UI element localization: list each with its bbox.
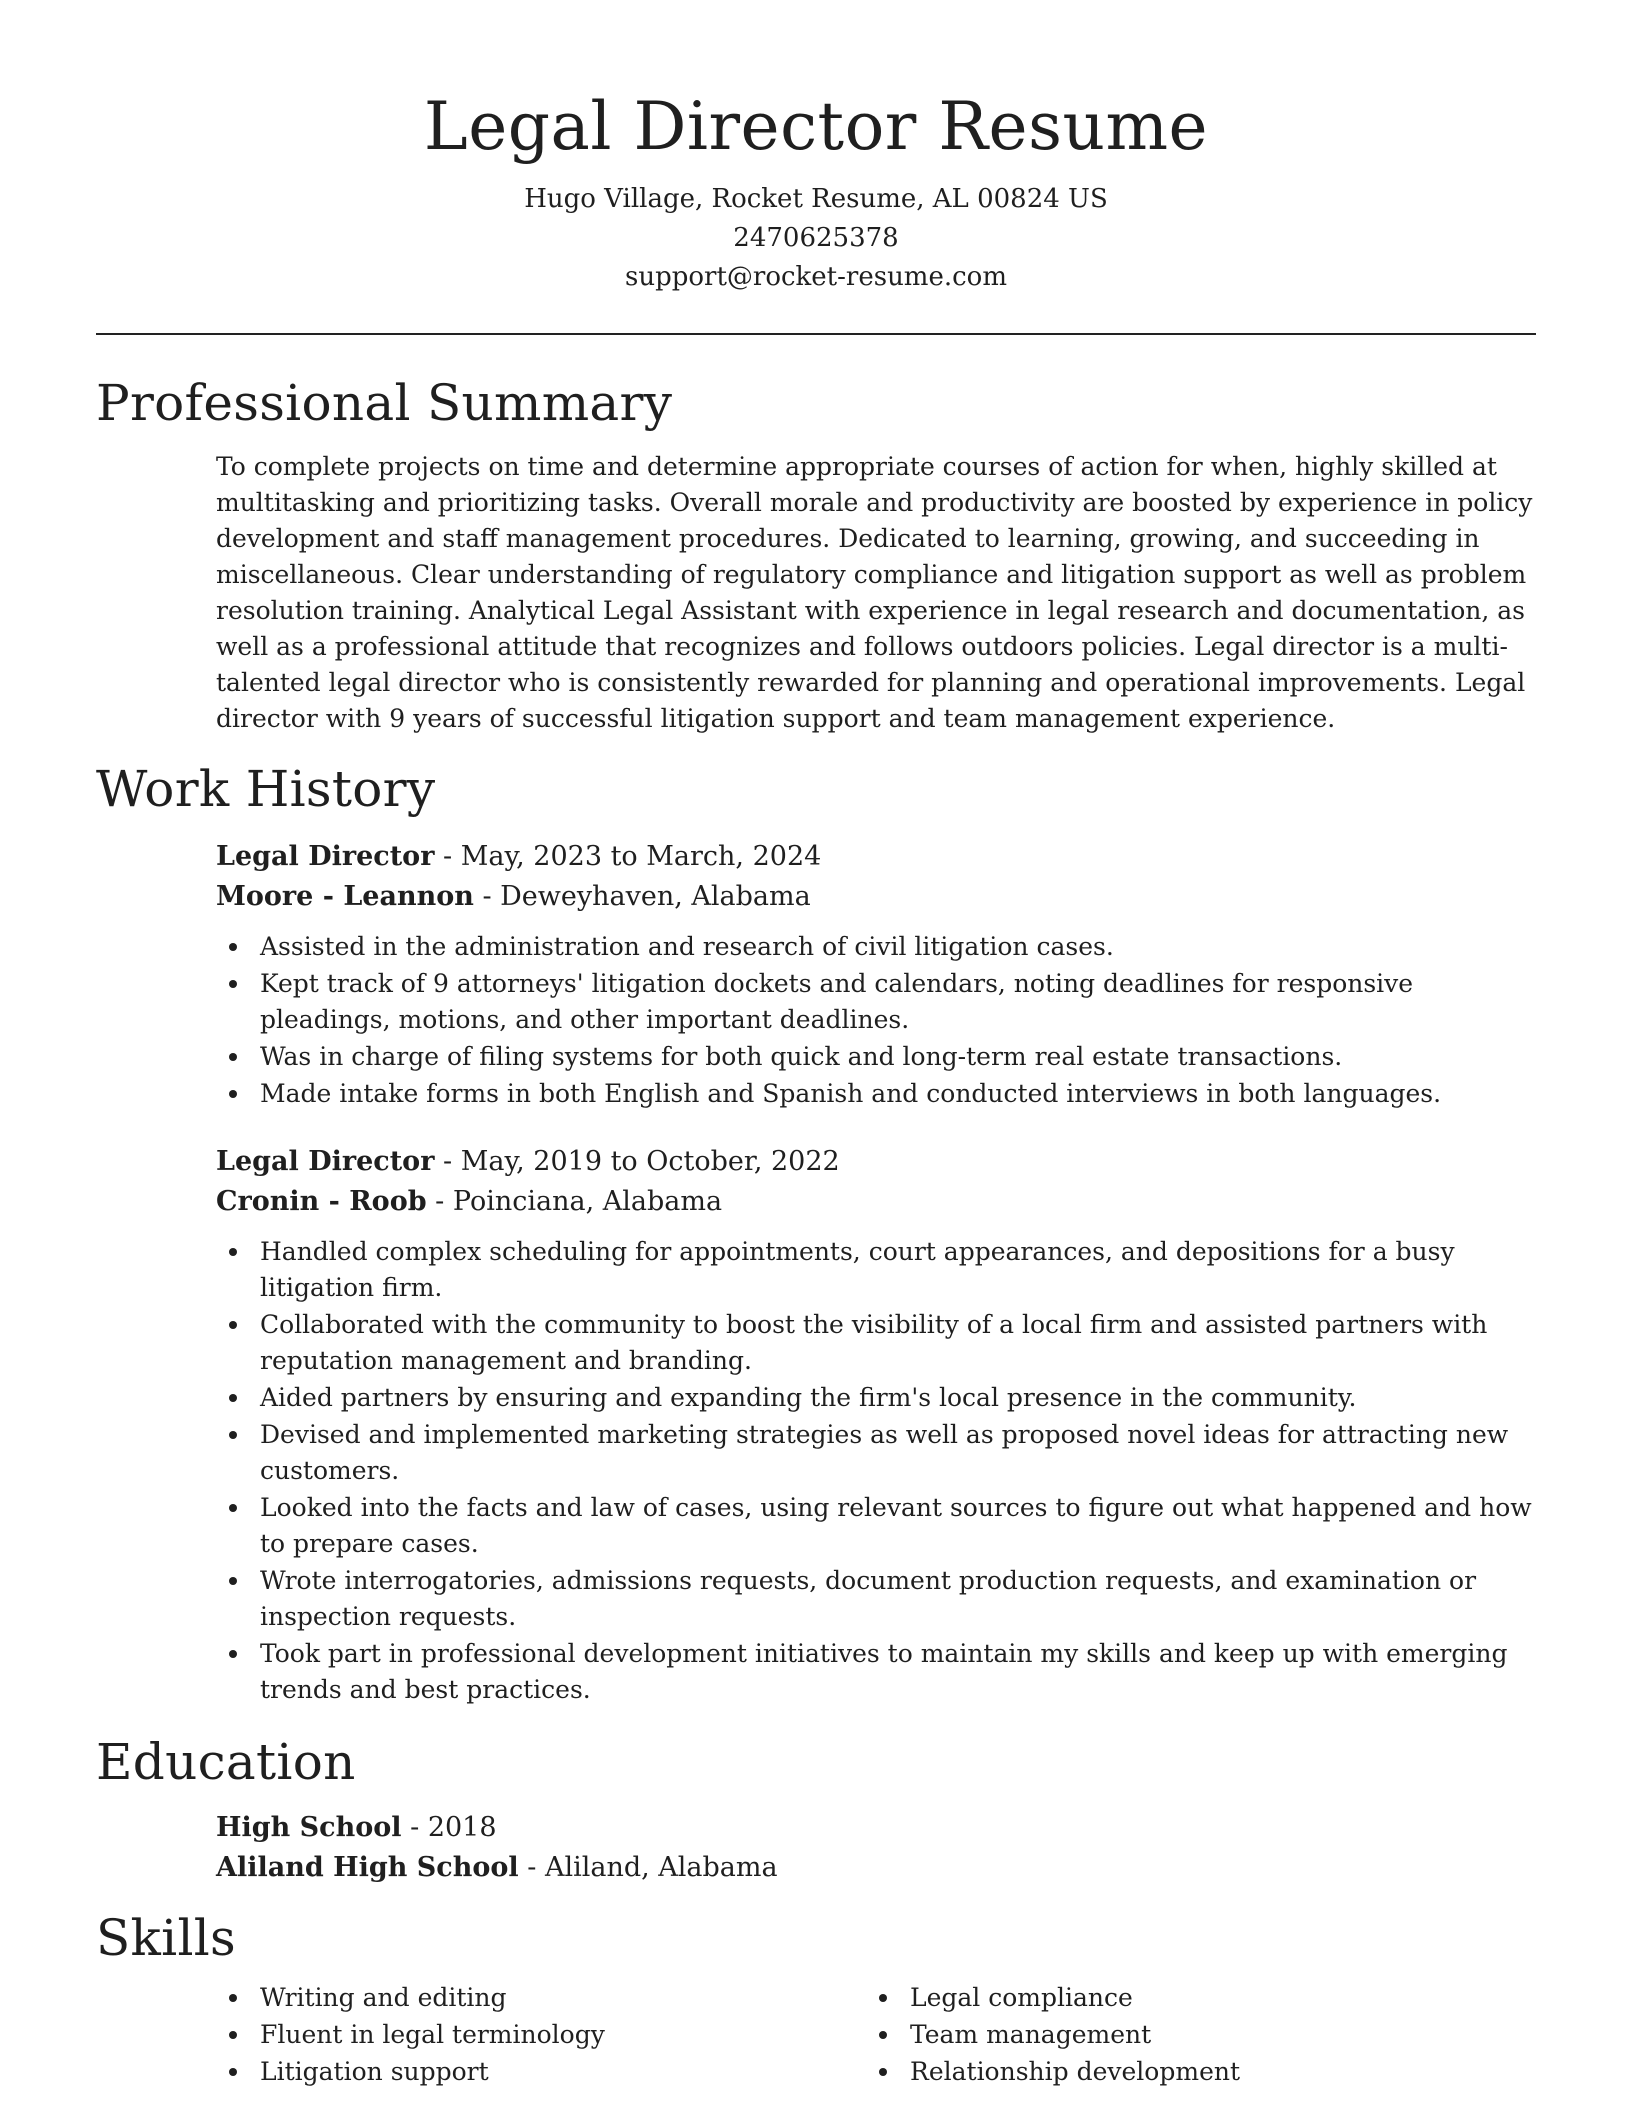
- skill-text: Team management: [910, 2020, 1152, 2049]
- bullet-text: Handled complex scheduling for appointments, court appearances, and depositions for a busy litigation firm.: [260, 1237, 1455, 1302]
- contact-block: [96, 180, 1536, 297]
- job-company: Cronin - Roob: [216, 1186, 427, 1217]
- bullet-text: Was in charge of filing systems for both quick and long-term real estate transactions.: [260, 1042, 1343, 1071]
- bullet-icon: [229, 1504, 237, 1512]
- list-item: [216, 2017, 866, 2053]
- job-dates: - May, 2023 to March, 2024: [434, 841, 822, 872]
- bullet-icon: [879, 2068, 887, 2076]
- bullet-text: Took part in professional development initiatives to maintain my skills and keep up with emerging trends and best practices.: [260, 1639, 1508, 1704]
- education-degree: High School: [216, 1812, 402, 1843]
- bullet-text: Kept track of 9 attorneys' litigation dockets and calendars, noting deadlines for responsive pleadings, motions, and other important deadlines.: [260, 969, 1414, 1034]
- job-dates: - May, 2019 to October, 2022: [434, 1146, 840, 1177]
- skills-list-left: [216, 1980, 866, 2091]
- list-item: [866, 2054, 1516, 2090]
- education-section: [96, 1730, 1536, 1888]
- bullet-icon: [229, 980, 237, 988]
- bullet-icon: [879, 1994, 887, 2002]
- job-location: - Deweyhaven, Alabama: [473, 881, 811, 912]
- list-item: [216, 1076, 1536, 1112]
- work-history-section: [96, 757, 1536, 1708]
- bullet-icon: [229, 1090, 237, 1098]
- skills-grid: [216, 1980, 1536, 2091]
- resume-header: [96, 0, 1536, 297]
- header-divider: [96, 333, 1536, 335]
- list-item: [216, 1636, 1536, 1708]
- job-title-line: [216, 837, 1536, 877]
- contact-email: support@rocket-resume.com: [624, 262, 1007, 292]
- bullet-icon: [229, 2031, 237, 2039]
- list-item: [866, 2017, 1516, 2053]
- skill-text: Litigation support: [260, 2057, 489, 2086]
- job-bullet-list: [216, 929, 1536, 1112]
- list-item: [216, 1039, 1536, 1075]
- education-year: - 2018: [401, 1812, 497, 1843]
- bullet-icon: [229, 1994, 237, 2002]
- skill-text: Fluent in legal terminology: [260, 2020, 605, 2049]
- list-item: [216, 966, 1536, 1038]
- bullet-text: Made intake forms in both English and Spanish and conducted interviews in both languages.: [260, 1079, 1442, 1108]
- bullet-icon: [229, 1394, 237, 1402]
- skills-section: [96, 1906, 1536, 2091]
- education-entry: [216, 1808, 1536, 1888]
- bullet-icon: [229, 1431, 237, 1439]
- contact-address: Hugo Village, Rocket Resume, AL 00824 US: [524, 184, 1108, 214]
- job-location: - Poinciana, Alabama: [426, 1186, 723, 1217]
- skill-text: Writing and editing: [260, 1983, 507, 2012]
- list-item: [216, 1980, 866, 2016]
- job-company: Moore - Leannon: [216, 881, 474, 912]
- resume-page: [96, 0, 1536, 2091]
- education-school: Aliland High School: [216, 1852, 519, 1883]
- job-company-line: [216, 1182, 1536, 1222]
- job-title-line: [216, 1142, 1536, 1182]
- list-item: [216, 1380, 1536, 1416]
- list-item: [216, 1307, 1536, 1379]
- education-heading: Education: [96, 1733, 356, 1791]
- resume-title: Legal Director Resume: [423, 88, 1209, 165]
- summary-text: To complete projects on time and determine appropriate courses of action for when, highly skilled at multitasking and prioritizing tasks. Overall morale and productivity are boosted by experience in policy development and staff management procedures. Dedicated to learning, growing, and succeeding in miscellaneous. Clear understanding of regulatory compliance and litigation support as well as problem resolution training. Analytical Legal Assistant with experience in legal research and documentation, as well as a professional attitude that recognizes and follows outdoors policies. Legal director is a multi-talented legal director who is consistently rewarded for planning and operational improvements. Legal director with 9 years of successful litigation support and team management experience.: [216, 452, 1533, 733]
- skill-text: Relationship development: [910, 2057, 1241, 2086]
- summary-section: [96, 371, 1536, 737]
- job-entry: [216, 1142, 1536, 1708]
- education-location: - Aliland, Alabama: [518, 1852, 778, 1883]
- bullet-text: Looked into the facts and law of cases, using relevant sources to figure out what happened and how to prepare cases.: [260, 1493, 1532, 1558]
- list-item: [216, 1417, 1536, 1489]
- skills-list-right: [866, 1980, 1516, 2091]
- skill-text: Legal compliance: [910, 1983, 1133, 2012]
- list-item: [216, 929, 1536, 965]
- bullet-icon: [229, 1650, 237, 1658]
- job-entry: [216, 837, 1536, 1112]
- job-company-line: [216, 877, 1536, 917]
- job-role: Legal Director: [216, 841, 435, 872]
- job-bullet-list: [216, 1234, 1536, 1708]
- bullet-icon: [229, 1053, 237, 1061]
- bullet-text: Aided partners by ensuring and expanding the firm's local presence in the community.: [260, 1383, 1357, 1412]
- job-role: Legal Director: [216, 1146, 435, 1177]
- bullet-icon: [879, 2031, 887, 2039]
- list-item: [866, 1980, 1516, 2016]
- bullet-icon: [229, 1321, 237, 1329]
- work-history-heading: Work History: [96, 760, 436, 818]
- education-degree-line: [216, 1808, 1536, 1848]
- list-item: [216, 1563, 1536, 1635]
- list-item: [216, 1490, 1536, 1562]
- education-school-line: [216, 1848, 1536, 1888]
- bullet-text: Devised and implemented marketing strategies as well as proposed novel ideas for attracting new customers.: [260, 1420, 1509, 1485]
- list-item: [216, 1234, 1536, 1306]
- bullet-icon: [229, 1577, 237, 1585]
- bullet-text: Wrote interrogatories, admissions requests, document production requests, and examination or inspection requests.: [260, 1566, 1477, 1631]
- bullet-text: Assisted in the administration and research of civil litigation cases.: [260, 932, 1114, 961]
- summary-heading: Professional Summary: [96, 374, 673, 432]
- bullet-icon: [229, 1248, 237, 1256]
- bullet-icon: [229, 2068, 237, 2076]
- contact-phone: 2470625378: [733, 223, 899, 253]
- list-item: [216, 2054, 866, 2090]
- skills-heading: Skills: [96, 1909, 236, 1967]
- bullet-text: Collaborated with the community to boost the visibility of a local firm and assisted partners with reputation management and branding.: [260, 1310, 1488, 1375]
- bullet-icon: [229, 943, 237, 951]
